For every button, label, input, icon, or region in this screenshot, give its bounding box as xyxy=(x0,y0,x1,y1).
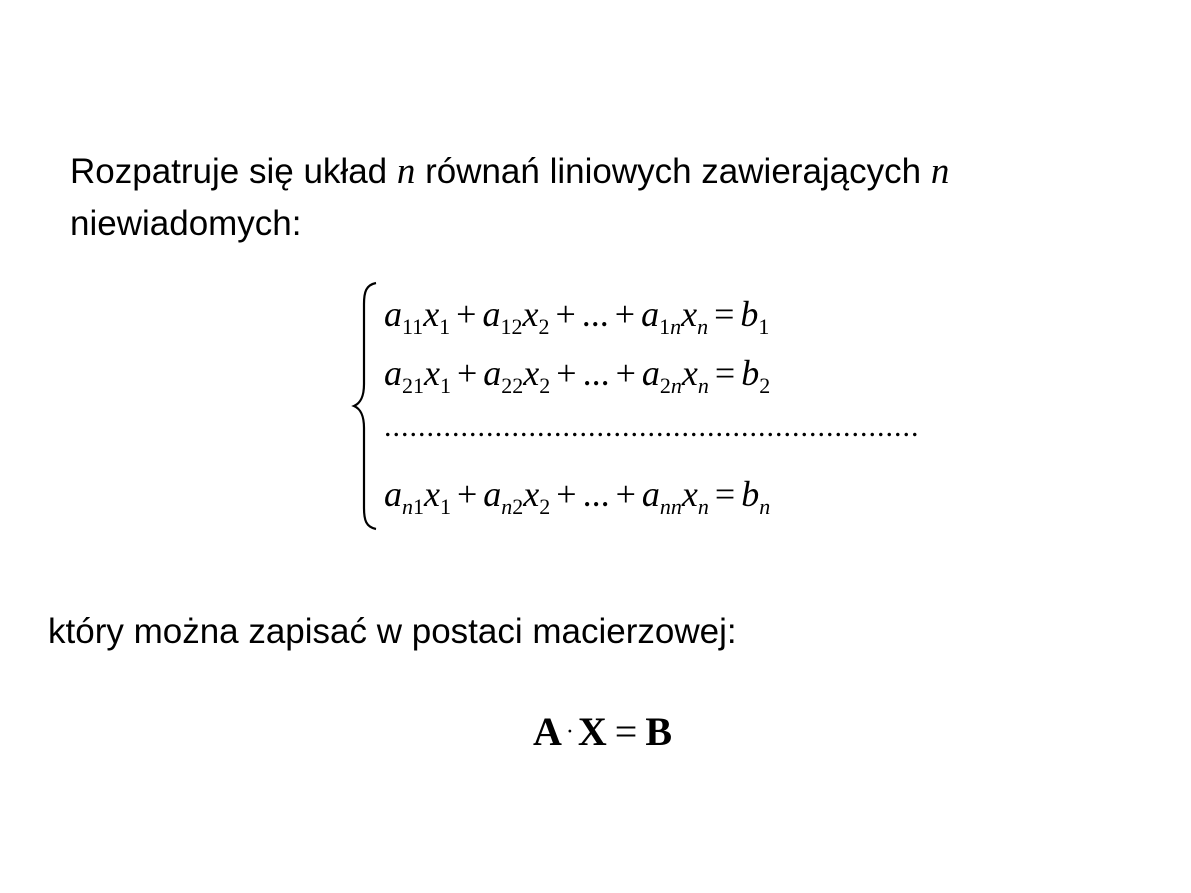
multiply-dot: · xyxy=(565,719,574,745)
ellipsis-row: ............................................................... xyxy=(384,410,920,443)
matrix-x: X xyxy=(577,709,607,754)
variable-n: n xyxy=(396,151,416,192)
intro-text xyxy=(70,146,949,250)
left-brace xyxy=(352,280,382,532)
equation-row-n: $a_{n1}x_1 + a_{n2}x_2$ + ... + $a_{nn}x_n = b_n$ xyxy=(384,474,771,519)
intro-line-1 xyxy=(70,146,949,198)
intro-line-2: niewiadomych: xyxy=(70,204,302,243)
equation-row-2: $a_{21}x_1 + a_{22}x_2$ + ... + $a_{2n}x_n = b_2$ xyxy=(384,353,771,398)
equation-row-1: $a_{11}x_1 + a_{12}x_2$ + ... + $a_{1n}x_n = b_1$ xyxy=(384,294,770,339)
equation-system xyxy=(352,280,920,532)
matrix-equation xyxy=(533,708,672,755)
variable-n: n xyxy=(930,151,950,192)
intro-part-1: Rozpatruje się układ xyxy=(70,152,397,191)
matrix-b: B xyxy=(645,709,673,754)
matrix-form-text: który można zapisać w postaci macierzowej: xyxy=(48,612,737,651)
matrix-a: A xyxy=(533,709,562,754)
equals-sign: = xyxy=(614,709,638,754)
intro-part-2: równań liniowych zawierających xyxy=(415,152,931,191)
